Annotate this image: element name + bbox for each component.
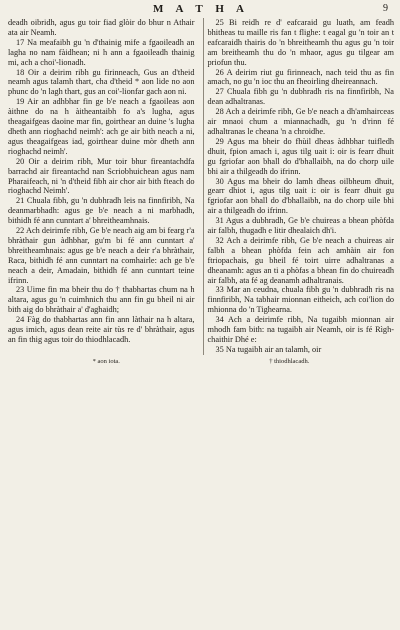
verse-paragraph: 26 A deirim riut gu firinneach, nach teid thu as fin amach, no gu 'n ioc thu an fheoirling dheireannach. — [207, 67, 394, 87]
verse-paragraph: 24 Fàg do thabhartas ann fin ann làthair na h altara, agus imich, agus dean reite air tùs re d' bhràthair, agus an fin thig agus toir do thiodhlacadh. — [8, 315, 195, 344]
text-columns — [8, 18, 394, 355]
verse-paragraph: 31 Agus a dubhradh, Ge b'e chuireas a bhean phòfda air falbh, thugadh e litir dhealaich dh'i. — [207, 216, 394, 236]
verse-paragraph: 35 Na tugaibh air an talamh, oir — [215, 344, 322, 354]
verse-paragraph: 27 Chuala fibh gu 'n dubhradh ris na finnfiribh, Na dean adhaltranas. — [207, 87, 394, 107]
verse-paragraph: 32 Ach a deirimfe ribh, Ge b'e neach a chuireas air falbh a bhean phòfda fein ach amhàin air fon ftriopachais, gu bheil fé toirt uirre adhaltranas a dheanamh: agus an ti a phòfas a bhean fin do chuireadh air falbh, ata fé ag deanamh adhaltranais. — [207, 235, 394, 285]
verse-paragraph: 33 Mar an ceudna, chuala fibh gu 'n dubhradh ris na finnfiribh, Na tabhair mionnan eitheich, ach coi'lion do mhionna do 'n Tighearna. — [207, 285, 394, 315]
verse-paragraph: 19 Air an adhbhar fin ge b'e neach a fgaoileas aon àithne do na h àitheantaibh fo a's lugha, agus theagaifgeas daoine mar fin, goirthear an duine 's lugha dheth ann rioghachd neimh': ach ge air bith neach a ni, agus theagaifgeas iad, goirthear duine mòr dheth ann rioghachd neimh'. — [8, 97, 195, 156]
page-number: 9 — [383, 3, 388, 14]
footnote: * aon iota. — [92, 357, 120, 365]
verse-paragraph: deadh oibridh, agus gu toir fiad glòir do bhur n Athair ata air Neamh. — [8, 18, 195, 37]
verse-paragraph: 28 Ach a deirimfe ribh, Ge b'e neach a dh'amhairceas air mnaoi chum a miannachadh, gu 'n d'rinn fé adhaltranas le cheana 'n a chroidhe. — [207, 107, 394, 136]
verse-paragraph: 20 Oir a deirim ribh, Mur toir bhur fireantachdfa barrachd air fireantachd nan Scriobhuichean agus nam Pharaifeach, ni 'n d'theid fibh air chor air bith fteach do rioghachd Neimh'. — [8, 156, 195, 196]
header-title: M A T H A — [153, 3, 249, 15]
left-column — [8, 18, 195, 355]
verse-paragraph: 17 Na meafaibh gu 'n d'thainig mife a fgaoileadh an lagha no nam fàidhean; ni h ann a fgaoileadh thainig mi, ach a choi'-lionadh. — [8, 37, 195, 67]
verse-paragraph: 30 Agus ma bheir do lamh dheas oilbheum dhuit, gearr dhiot i, agus tilg uait i: oir is fearr dhuit gu fgriofar aon bhall do d'bhallaibh, na do chorp uile bhi air a thilgeadh do ifrinn. — [207, 176, 394, 216]
footnotes — [8, 358, 394, 366]
footnote: † thiodhlacadh. — [269, 357, 310, 365]
verse-paragraph: 22 Ach deirimfe ribh, Ge b'e neach aig am bi fearg r'a bhràthair gun àdhbhar, gu'm bi fé ann cunntart a' bhreitheamhnais: agus ge b'e neach a deir r'a bhràthair, Raca, bithidh fé ann cunntart na comhairle: ach ge b'e neach a deir, Amadain, bithidh fé ann cunntart teine ifrinn. — [8, 226, 195, 285]
verse-paragraph: 34 Ach a deirimfe ribh, Na tugaibh mionnan air mhodh fam bith: na tugaibh air Neamh, oir is fé Rìgh-chaithir Dhé e: — [207, 315, 394, 344]
verse-paragraph: 23 Uime fin ma bheir thu do † thabhartas chum na h altara, agus gu 'n cuimhnich thu ann fin gu bheil ni air bith aig do bhràthair a' d'aghaidh; — [8, 285, 195, 315]
running-header — [8, 3, 394, 17]
verse-paragraph: 21 Chuala fibh, gu 'n dubhradh leis na finnfiribh, Na deanmarbhadh: agus ge b'e neach a ni marbhadh, bithidh fé ann cunntart a' bhreitheamhnais. — [8, 196, 195, 226]
verse-paragraph: 18 Oir a deirim ribh gu firinneach, Gus an d'theid neamh agus talamh thart, cha d'theid * aon lide no aon phunc do 'n lagh thart, gus an coi'-lionfar gach aon ni. — [8, 67, 195, 97]
right-column — [203, 18, 395, 355]
verse-paragraph: 25 Bi reidh re d' eafcaraid gu luath, am feadh bhitheas tu maille ris fan t flighe: t eagal gu 'n toir an t eafcaraidh thairis do 'n bhreitheamh thu agus gu 'n toir am breitheamh thu do 'n mhaor, agus gu tilgear am priofun thu. — [207, 18, 394, 67]
verse-paragraph: 29 Agus ma bheir do fhùil dheas àdhbhar tuifledh dhuit, fpion amach i, agus tilg uait i: oir is fearr dhuit gu fgriofar aon bhall do d'bhallaibh, na do chorp uile bhi air a thilgeadh do ifrinn. — [207, 136, 394, 176]
